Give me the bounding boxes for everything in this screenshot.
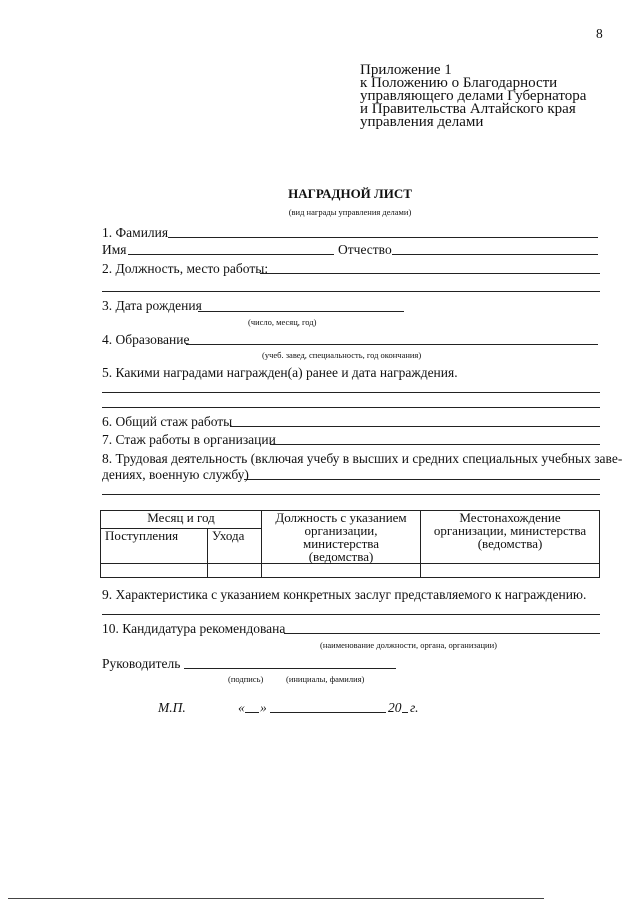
total-experience-label: 6. Общий стаж работы [102, 414, 233, 429]
header-location [421, 511, 600, 564]
position-label: 2. Должность, место работы: [102, 261, 269, 276]
career-field-line2[interactable] [102, 494, 600, 495]
recommended-field[interactable] [284, 633, 600, 634]
header-position [262, 511, 421, 564]
awards-field-line1[interactable] [102, 392, 600, 393]
position-field[interactable] [260, 273, 600, 274]
day-field[interactable] [245, 712, 259, 713]
header-location-line: (ведомства) [477, 536, 543, 551]
name-label: Имя [102, 242, 127, 257]
header-month-year: Месяц и год [101, 511, 262, 529]
patronymic-field[interactable] [392, 254, 598, 255]
table-cell-location[interactable] [421, 564, 600, 578]
position-field-line2[interactable] [102, 291, 600, 292]
surname-label: 1. Фамилия [102, 225, 169, 240]
table-row[interactable] [101, 564, 600, 578]
appendix-line: управления делами [360, 114, 484, 130]
header-location-line: организации, министерства [433, 523, 587, 538]
document-title: НАГРАДНОЙ ЛИСТ [288, 186, 412, 201]
year-field[interactable] [402, 712, 408, 713]
header-start: Поступления [101, 528, 208, 563]
birth-date-label: 3. Дата рождения [102, 298, 202, 313]
org-experience-field[interactable] [270, 444, 600, 445]
header-end: Ухода [208, 528, 262, 563]
awards-label: 5. Какими наградами награжден(а) ранее и дата награждения. [102, 365, 458, 380]
date-open-quote: « [238, 700, 245, 715]
stamp-label: М.П. [158, 700, 186, 715]
career-field[interactable] [244, 479, 600, 480]
career-label-line2: дениях, военную службу) [102, 467, 249, 482]
footer-rule [8, 898, 544, 899]
appendix-line: и Правительства Алтайского края [360, 101, 576, 117]
career-label-line1: 8. Трудовая деятельность (включая учебу в высших и средних специальных учебных заве- [102, 451, 623, 466]
appendix-line: к Положению о Благодарности [360, 75, 558, 91]
month-field[interactable] [270, 712, 386, 713]
header-location-line: Местонахождение [459, 510, 561, 525]
header-position-line: (ведомства) [308, 549, 374, 564]
appendix-line: Приложение 1 [360, 62, 452, 78]
year-suffix: г. [410, 700, 419, 715]
head-signature-field[interactable] [184, 668, 396, 669]
patronymic-label: Отчество [338, 242, 392, 257]
head-label: Руководитель [102, 656, 181, 671]
characteristics-label: 9. Характеристика с указанием конкретных заслуг представляемого к награждению. [102, 587, 587, 602]
recommended-hint: (наименование должности, органа, организации) [320, 640, 497, 650]
characteristics-field[interactable] [102, 614, 600, 615]
org-experience-label: 7. Стаж работы в организации [102, 432, 276, 447]
header-position-line: Должность с указанием [275, 510, 407, 525]
table-header-row [101, 511, 600, 529]
initials-hint: (инициалы, фамилия) [286, 674, 365, 684]
awards-field-line2[interactable] [102, 407, 600, 408]
name-field[interactable] [128, 254, 334, 255]
document-subtitle: (вид награды управления делами) [288, 207, 412, 217]
career-table [100, 510, 600, 578]
recommended-label: 10. Кандидатура рекомендована [102, 621, 286, 636]
education-field[interactable] [186, 344, 598, 345]
table-cell-end[interactable] [208, 564, 262, 578]
page-number: 8 [596, 26, 603, 41]
birth-date-field[interactable] [198, 311, 404, 312]
header-position-line: организации, министерства [302, 523, 379, 551]
appendix-line: управляющего делами Губернатора [360, 88, 587, 104]
education-hint: (учеб. завед, специальность, год окончания) [262, 350, 422, 360]
year-prefix: 20 [388, 700, 402, 715]
table-cell-start[interactable] [101, 564, 208, 578]
table-cell-position[interactable] [262, 564, 421, 578]
surname-field[interactable] [168, 237, 598, 238]
date-close-quote: » [260, 700, 267, 715]
education-label: 4. Образование [102, 332, 190, 347]
total-experience-field[interactable] [230, 426, 600, 427]
birth-date-hint: (число, месяц, год) [248, 317, 317, 327]
signature-hint: (подпись) [228, 674, 264, 684]
